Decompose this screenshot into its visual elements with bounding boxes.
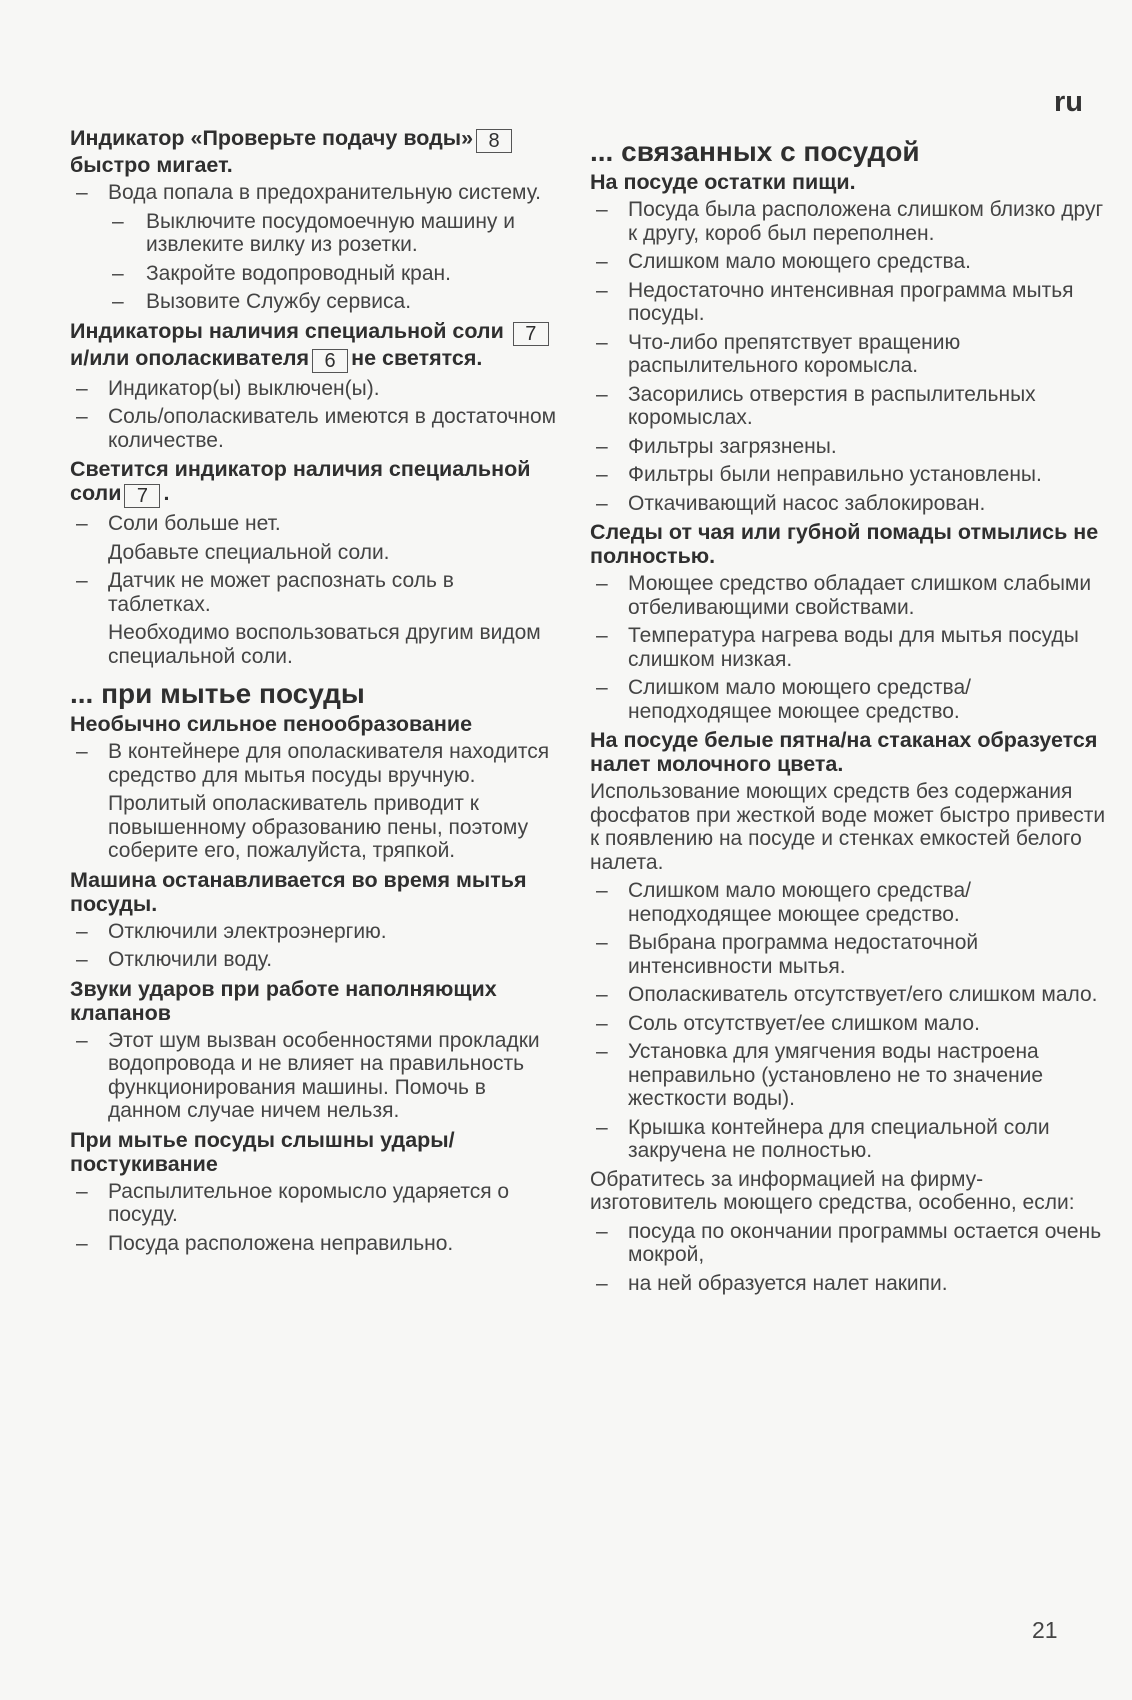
list-item: – Посуда расположена неправильно. (76, 1231, 454, 1255)
list-item: – Недостаточно интенсивная программа мытья посуды. (596, 278, 1074, 325)
block-indicators-off (70, 319, 560, 453)
heading-machine-stops: Машина останавливается во время мытья посуды. (70, 867, 527, 916)
heading-valve-noise: Звуки ударов при работе наполняющих клапанов (70, 976, 497, 1025)
list-item: – Индикатор(ы) выключен(ы). (76, 376, 380, 400)
left-column (70, 126, 560, 1260)
list-item: – посуда по окончании программы остается очень мокрой, (596, 1219, 1102, 1266)
sub-list-item: – Вызовите Службу сервиса. (112, 290, 412, 313)
list-item: – на ней образуется налет накипи. (596, 1271, 948, 1295)
block-valve-noise (70, 977, 560, 1123)
list-item: – Установка для умягчения воды настроена неправильно (установлено не то значение жесткости воды). (596, 1040, 1044, 1110)
list-item: – Что-либо препятствует вращению распылительного коромысла. (596, 330, 961, 377)
note: Необходимо воспользоваться другим видом специальной соли. (108, 621, 541, 668)
list-item: – В контейнере для ополаскивателя находится средство для мытья посуды вручную. (76, 740, 550, 787)
list-item: – Отключили электроэнергию. (76, 919, 387, 943)
list-item: – Фильтры загрязнены. (596, 434, 837, 458)
list-item: – Моющее средство обладает слишком слабыми отбеливающими свойствами. (596, 572, 1092, 619)
block-tea-lipstick (590, 520, 1110, 723)
section-title-dishes: ... связанных с посудой (590, 136, 920, 167)
heading-check-water-supply: Индикатор «Проверьте подачу воды» 8быстро мигает. (70, 126, 560, 177)
paragraph: Использование моющих средств без содержания фосфатов при жесткой воде может быстро привести к появлению на посуде и стенках емкостей белого налета. (590, 780, 1106, 874)
heading-white-spots: На посуде белые пятна/на стаканах образуется налет молочного цвета. (590, 728, 1098, 776)
indicator-7-box: 7 (124, 484, 160, 508)
list-item: – Датчик не может распознать соль в таблетках. (76, 569, 454, 616)
heading-indicators-off: Индикаторы наличия специальной соли 7и/или ополаскивателя 6 не светятся. (70, 319, 560, 373)
list-item: – Вода попала в предохранительную систему. (76, 181, 541, 204)
block-white-spots (590, 728, 1110, 1295)
block-machine-stops (70, 868, 560, 972)
list-item: – Соли больше нет. (76, 512, 281, 535)
list-item: – Откачивающий насос заблокирован. (596, 491, 986, 515)
heading-knocking: При мытье посуды слышны удары/ постукивание (70, 1127, 455, 1176)
section-title-washing: ... при мытье посуды (70, 678, 365, 709)
page-number: 21 (1032, 1617, 1058, 1643)
paragraph: Обратитесь за информацией на фирму-изготовитель моющего средства, особенно, если: (590, 1167, 1075, 1214)
list-item: – Слишком мало моющего средства/ неподходящее моющее средство. (596, 676, 971, 723)
heading-food-residue: На посуде остатки пищи. (590, 170, 856, 194)
language-label: ru (1054, 86, 1083, 118)
heading-salt-indicator-on: Светится индикатор наличия специальной соли 7 . (70, 457, 531, 507)
heading-foam: Необычно сильное пенообразование (70, 712, 473, 736)
list-item: – Соль/ополаскиватель имеются в достаточном количестве. (76, 405, 557, 452)
list-item: – Этот шум вызван особенностями прокладки водопровода и не влияет на правильность функционирования машины. Помочь в данном случае ничем нельзя. (76, 1028, 540, 1122)
list-item: – Соль отсутствует/ее слишком мало. (596, 1011, 980, 1035)
indicator-6-box: 6 (312, 349, 348, 373)
block-food-residue (590, 170, 1110, 515)
list-item: – Слишком мало моющего средства. (596, 250, 971, 273)
heading-tea-lipstick: Следы от чая или губной помады отмылись не полностью. (590, 520, 1099, 568)
list-item: – Слишком мало моющего средства/ неподходящее моющее средство. (596, 879, 971, 926)
sub-list-item: – Выключите посудомоечную машину и извлеките вилку из розетки. (112, 209, 515, 256)
block-salt-indicator-on (70, 457, 560, 668)
list-item: – Фильтры были неправильно установлены. (596, 463, 1042, 486)
sub-list-item: – Закройте водопроводный кран. (112, 261, 451, 285)
indicator-8-box: 8 (476, 129, 512, 153)
list-item: – Ополаскиватель отсутствует/его слишком мало. (596, 983, 1098, 1006)
block-check-water-supply (70, 126, 560, 314)
list-item: – Засорились отверстия в распылительных коромыслах. (596, 382, 1036, 429)
indicator-7-box: 7 (513, 322, 549, 346)
list-item: – Крышка контейнера для специальной соли закручена не полностью. (596, 1115, 1050, 1162)
note: Пролитый ополаскиватель приводит к повышенному образованию пены, поэтому соберите его, пожалуйста, тряпкой. (108, 792, 529, 862)
note: Добавьте специальной соли. (108, 540, 390, 564)
block-foam (70, 712, 560, 863)
list-item: – Выбрана программа недостаточной интенсивности мытья. (596, 931, 979, 978)
list-item: – Температура нагрева воды для мытья посуды слишком низкая. (596, 624, 1079, 671)
list-item: – Посуда была расположена слишком близко друг к другу, короб был переполнен. (596, 198, 1104, 245)
right-column (590, 136, 1110, 1300)
list-item: – Распылительное коромысло ударяется о посуду. (76, 1179, 510, 1226)
block-knocking (70, 1128, 560, 1256)
list-item: – Отключили воду. (76, 948, 273, 971)
